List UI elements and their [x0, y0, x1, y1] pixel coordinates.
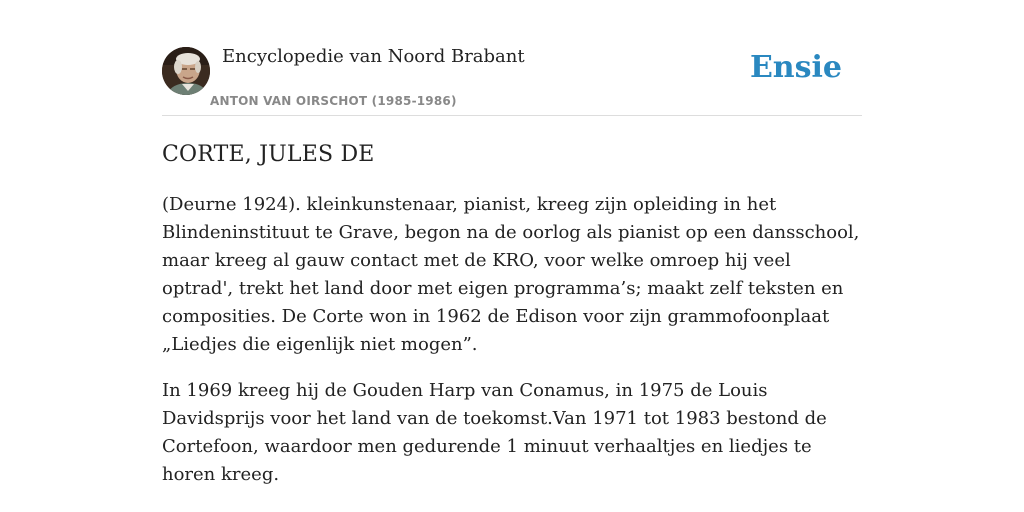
entry-card — [162, 44, 862, 489]
brand-logo[interactable]: Ensie — [749, 50, 842, 85]
source-title[interactable]: Encyclopedie van Noord Brabant — [222, 46, 525, 67]
entry-paragraph: (Deurne 1924). kleinkunstenaar, pianist, kreeg zijn opleiding in het Blindeninstituut te Grave, begon na de oorlog als pianist op een dansschool, maar kreeg al gauw contact met de KRO, voor welke omroep hij veel optrad', trekt het land door met eigen programma’s; maakt zelf teksten en composities. De Corte won in 1962 de Edison voor zijn grammofoonplaat „Liedjes die eigenlijk niet mogen”. — [162, 194, 860, 355]
entry-title: CORTE, JULES DE — [162, 142, 375, 167]
entry-header — [162, 44, 862, 116]
author-name[interactable]: ANTON VAN OIRSCHOT (1985-1986) — [210, 94, 457, 108]
author-avatar — [162, 47, 210, 95]
entry-paragraph: In 1969 kreeg hij de Gouden Harp van Conamus, in 1975 de Louis Davidsprijs voor het land van de toekomst.Van 1971 tot 1983 bestond de Cortefoon, waardoor men gedurende 1 minuut verhaaltjes en liedjes te horen kreeg. — [162, 380, 827, 485]
author-portrait-icon — [162, 47, 210, 95]
